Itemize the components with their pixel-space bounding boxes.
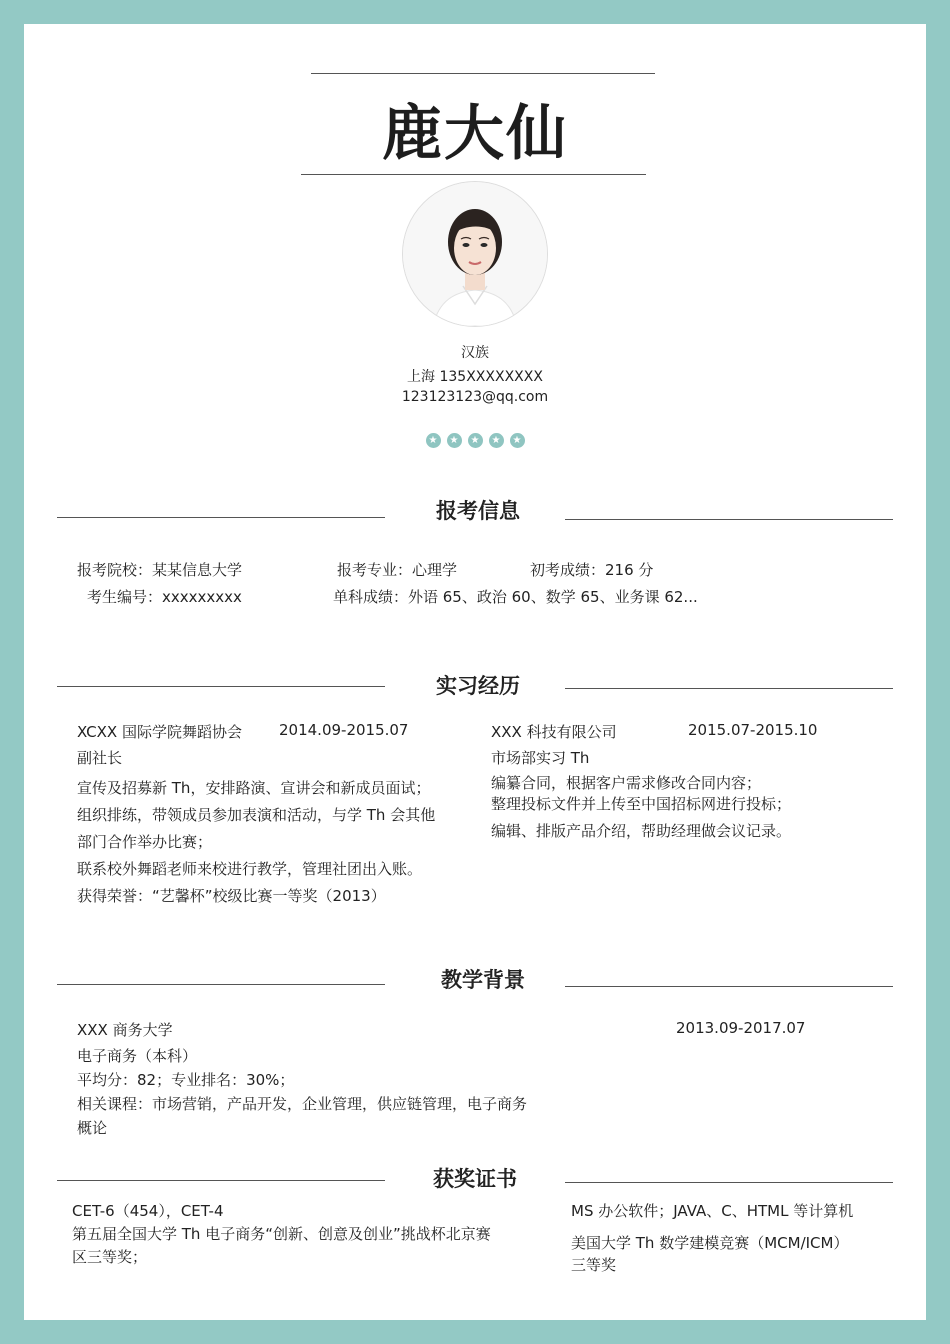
internship-left-role: 副社长 bbox=[77, 749, 123, 767]
section-rule-left bbox=[57, 686, 385, 687]
detail-line: 组织排练，带领成员参加表演和活动，与学 Th 会其他 bbox=[77, 806, 436, 824]
section-title-education: 教学背景 bbox=[441, 968, 525, 992]
exam-number: 考生编号：xxxxxxxxx bbox=[87, 588, 242, 606]
internship-left-details bbox=[77, 775, 435, 910]
detail-line: 整理投标文件并上传至中国招标网进行投标； bbox=[491, 795, 792, 813]
candidate-name: 鹿大仙 bbox=[382, 99, 568, 169]
detail-line: 平均分：82；专业排名：30%； bbox=[77, 1071, 295, 1089]
internship-right-details bbox=[491, 773, 791, 842]
exam-subjects: 单科成绩：外语 65、政治 60、数学 65、业务课 62... bbox=[333, 588, 698, 606]
awards-left bbox=[72, 1200, 491, 1269]
detail-line: 相关课程：市场营销，产品开发，企业管理，供应链管理，电子商务 bbox=[77, 1095, 528, 1113]
internship-left-period: 2014.09-2015.07 bbox=[279, 721, 409, 739]
section-rule-right bbox=[565, 519, 893, 520]
detail-line: 电子商务（本科） bbox=[77, 1047, 198, 1065]
avatar-photo bbox=[403, 182, 547, 326]
detail-line: 编辑、排版产品介绍，帮助经理做会议记录。 bbox=[491, 822, 792, 840]
section-rule-left bbox=[57, 1180, 385, 1181]
section-rule-right bbox=[565, 1182, 893, 1183]
internship-right-period: 2015.07-2015.10 bbox=[688, 721, 818, 739]
awards-right bbox=[571, 1200, 853, 1276]
section-rule-right bbox=[565, 688, 893, 689]
education-period: 2013.09-2017.07 bbox=[676, 1019, 806, 1037]
detail-line: 概论 bbox=[77, 1119, 108, 1137]
exam-school: 报考院校：某某信息大学 bbox=[77, 561, 243, 579]
detail-line: 宣传及招募新 Th，安排路演、宣讲会和新成员面试； bbox=[77, 779, 431, 797]
section-title-awards: 获奖证书 bbox=[433, 1167, 517, 1191]
award-line: 三等奖 bbox=[571, 1256, 617, 1274]
location-phone-text: 上海 135XXXXXXXX bbox=[407, 369, 543, 385]
award-line: CET-6（454），CET-4 bbox=[72, 1202, 224, 1220]
detail-line: 获得荣誉：“艺馨杯”校级比赛一等奖（2013） bbox=[77, 887, 386, 905]
education-school: XXX 商务大学 bbox=[77, 1021, 173, 1039]
star-icon: ★ bbox=[447, 433, 462, 448]
header-bottom-rule bbox=[301, 174, 646, 175]
header-top-rule bbox=[311, 73, 655, 74]
email-text: 123123123@qq.com bbox=[401, 389, 549, 405]
star-icon: ★ bbox=[510, 433, 525, 448]
detail-line: 联系校外舞蹈老师来校进行教学，管理社团出入账。 bbox=[77, 860, 423, 878]
section-rule-right bbox=[565, 986, 893, 987]
detail-line: 部门合作举办比赛； bbox=[77, 833, 213, 851]
internship-right-org: XXX 科技有限公司 bbox=[491, 723, 617, 741]
exam-score: 初考成绩：216 分 bbox=[530, 561, 654, 579]
ethnicity-text: 汉族 bbox=[461, 345, 489, 361]
star-icon: ★ bbox=[489, 433, 504, 448]
avatar bbox=[402, 181, 548, 327]
section-title-exam: 报考信息 bbox=[436, 499, 520, 523]
award-line: 区三等奖； bbox=[72, 1248, 148, 1266]
rating-stars bbox=[0, 428, 950, 448]
award-line: MS 办公软件；JAVA、C、HTML 等计算机 bbox=[571, 1202, 854, 1220]
detail-line: 编纂合同，根据客户需求修改合同内容； bbox=[491, 774, 762, 792]
section-title-internship: 实习经历 bbox=[436, 674, 520, 698]
internship-right-role: 市场部实习 Th bbox=[491, 749, 590, 767]
star-icon: ★ bbox=[468, 433, 483, 448]
award-line: 美国大学 Th 数学建模竞赛（MCM/ICM） bbox=[571, 1234, 849, 1252]
education-details bbox=[77, 1044, 527, 1140]
exam-major: 报考专业：心理学 bbox=[337, 561, 458, 579]
award-line: 第五届全国大学 Th 电子商务“创新、创意及创业”挑战杯北京赛 bbox=[72, 1225, 491, 1243]
section-rule-left bbox=[57, 517, 385, 518]
section-rule-left bbox=[57, 984, 385, 985]
internship-left-org: XCXX 国际学院舞蹈协会 bbox=[77, 723, 242, 741]
star-icon: ★ bbox=[426, 433, 441, 448]
